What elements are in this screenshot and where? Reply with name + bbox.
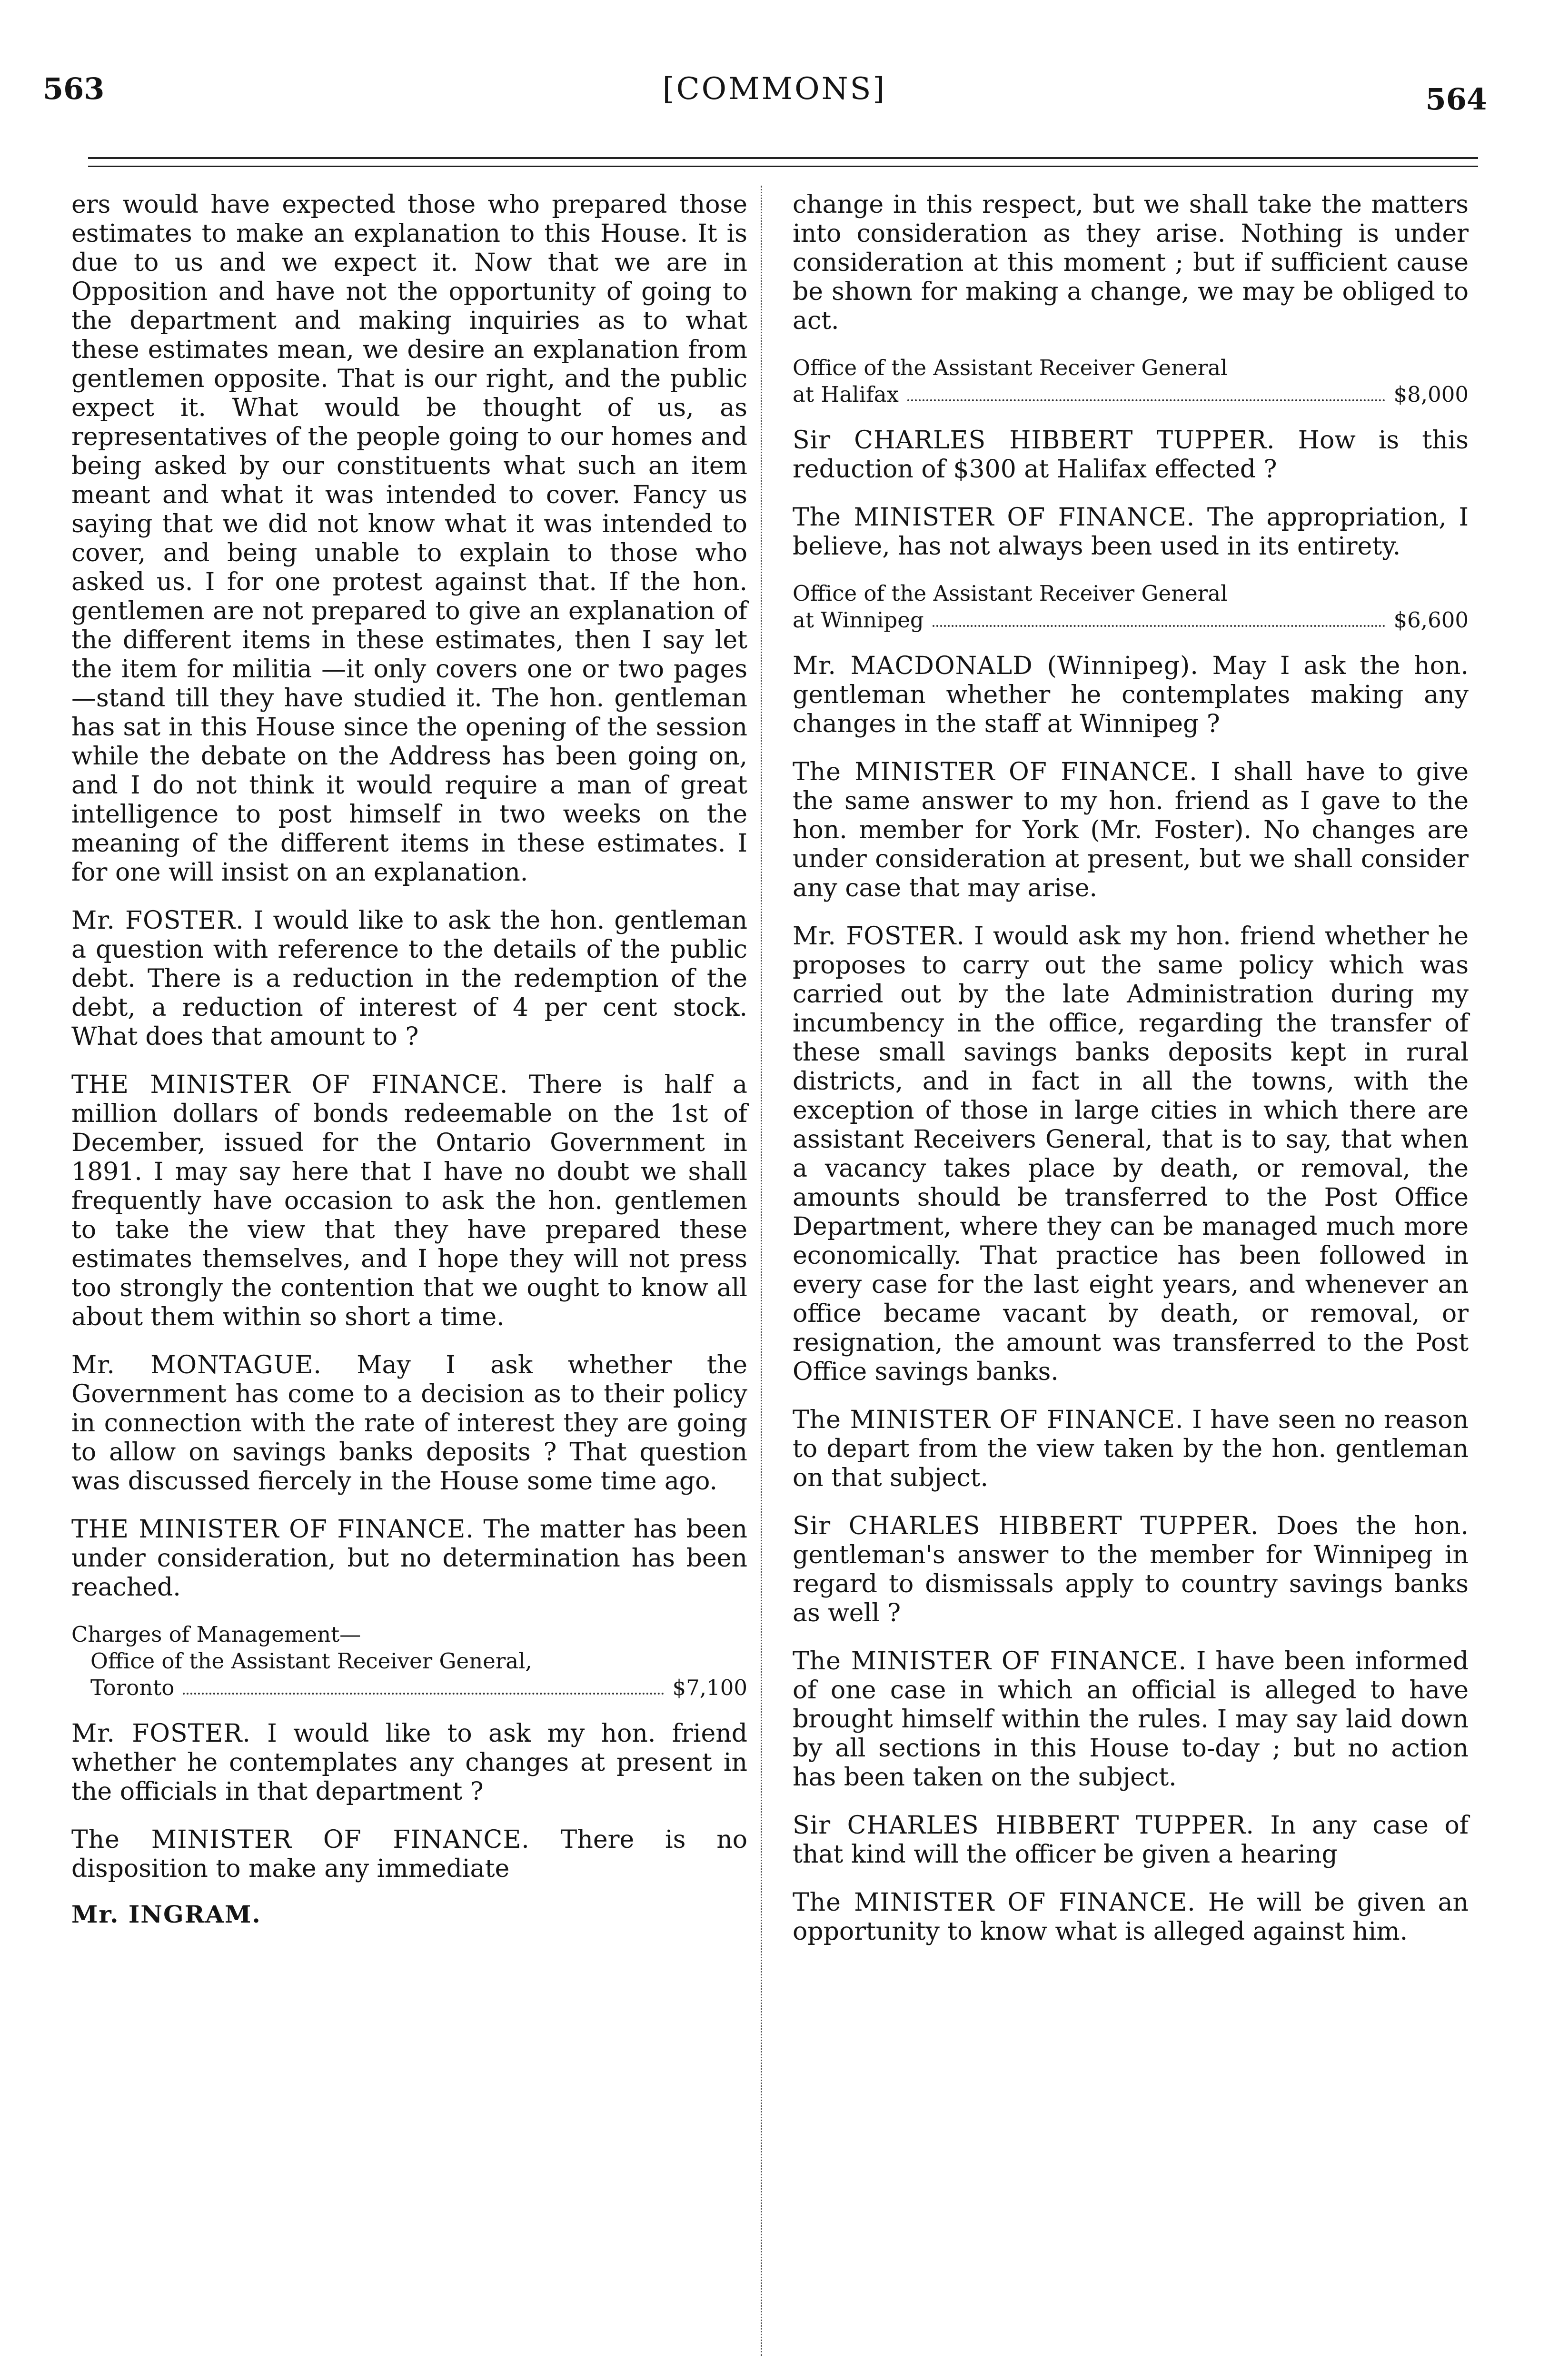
- speech-paragraph: [793, 652, 1469, 739]
- speech-paragraph: [71, 1719, 747, 1806]
- speaker-name: Mr. MONTAGUE.: [71, 1351, 322, 1379]
- speaker-name: Mr. FOSTER.: [71, 906, 244, 935]
- estimate-item-winnipeg: [793, 580, 1469, 634]
- item-location: at Halifax: [793, 382, 899, 407]
- speech-text: I have been informed of one case in which an official is alleged to have brought himself within the rules. I may say laid down by all sections in this House to-day ; but no action has been taken on the subject.: [793, 1647, 1469, 1792]
- speaker-name: The MINISTER OF FINANCE.: [793, 1406, 1184, 1434]
- speech-paragraph: [71, 1515, 747, 1602]
- item-line: [71, 1675, 747, 1701]
- speech-paragraph: [793, 1406, 1469, 1493]
- speech-text: There is half a million dollars of bonds redeemable on the 1st of December, issued for the Ontario Government in 1891. I may say here that I have no doubt we shall frequently have occasion to ask the hon. gentlemen to take the view that they have prepared these estimates themselves, and I hope they will not press too strongly the contention that we ought to know all about them within so short a time.: [71, 1071, 748, 1331]
- speech-text: ers would have expected those who prepared those estimates to make an explanation to this House. It is due to us and we expect it. Now that we are in Opposition and have not the opportunity of going to the department and making inquiries as to what these estimates mean, we desire an explanation from gentlemen opposite. That is our right, and the public expect it. What would be thought of us, as representatives of the people going to our homes and being asked by our constituents what such an item meant and what it was intended to cover. Fancy us saying that we did not know what it was intended to cover, and being unable to explain to those who asked us. I for one protest against that. If the hon. gentlemen are not prepared to give an explanation of the different items in these estimates, then I say let the item for militia —it only covers one or two pages—stand till they have studied it. The hon. gentleman has sat in this House since the opening of the session while the debate on the Address has been going on, and I do not think it would require a man of great intelligence to post himself in two weeks on the meaning of the different items in these estimates. I for one will insist on an explanation.: [71, 190, 747, 887]
- speech-paragraph: [71, 1825, 747, 1884]
- speech-text: Does the hon. gentleman's answer to the member for Winnipeg in regard to dismissals apply to country savings banks as well ?: [793, 1512, 1469, 1627]
- speech-paragraph: [793, 503, 1469, 561]
- speech-text: I shall have to give the same answer to my hon. friend as I gave to the hon. member for York (Mr. Foster). No changes are under consideration at present, but we shall consider any case that may arise.: [793, 758, 1469, 902]
- speech-text: There is no disposition to make any immediate: [71, 1825, 747, 1883]
- right-paragraphs-mid: [793, 426, 1469, 561]
- speaker-name: THE MINISTER OF FINANCE.: [71, 1515, 474, 1544]
- speaker-name: Sir CHARLES HIBBERT TUPPER.: [793, 1512, 1259, 1540]
- item-heading: Charges of Management—: [71, 1622, 361, 1647]
- speaker-name: Sir CHARLES HIBBERT TUPPER.: [793, 1811, 1254, 1840]
- right-paragraphs-bottom: [793, 652, 1469, 1946]
- speech-paragraph: [71, 1071, 747, 1332]
- speech-text: How is this reduction of $300 at Halifax effected ?: [793, 426, 1469, 484]
- right-paragraphs-top: [793, 190, 1469, 336]
- page-number-right: 564: [1425, 82, 1487, 117]
- speech-paragraph: [793, 922, 1469, 1387]
- speaker-name: Mr. MACDONALD (Winnipeg).: [793, 652, 1199, 680]
- speech-paragraph: [793, 758, 1469, 903]
- speech-paragraph: [71, 190, 747, 887]
- left-paragraphs-after: [71, 1719, 747, 1884]
- speaker-name: Mr. FOSTER.: [793, 922, 965, 951]
- dot-leader: [933, 607, 1385, 627]
- speech-paragraph: [793, 1811, 1469, 1869]
- dot-leader: [907, 381, 1385, 401]
- speech-text: May I ask whether the Government has come to a decision as to their policy in connection with the rate of interest they are going to allow on savings banks deposits ? That question was discussed fiercely in the House some time ago.: [71, 1351, 747, 1496]
- item-amount: $6,600: [1393, 607, 1469, 633]
- item-description: Office of the Assistant Receiver General: [793, 581, 1228, 606]
- speaker-name: The MINISTER OF FINANCE.: [71, 1825, 530, 1854]
- item-amount: $8,000: [1393, 382, 1469, 407]
- speech-text: The matter has been under consideration, but no determination has been reached.: [71, 1515, 748, 1602]
- item-line: [793, 381, 1469, 408]
- item-location: Toronto: [90, 1675, 175, 1700]
- speaker-name: Mr. FOSTER.: [71, 1719, 251, 1748]
- speaker-name: Sir CHARLES HIBBERT TUPPER.: [793, 426, 1275, 455]
- speaker-name: THE MINISTER OF FINANCE.: [71, 1071, 508, 1099]
- speaker-name: The MINISTER OF FINANCE.: [793, 503, 1195, 532]
- estimate-item-halifax: [793, 355, 1469, 408]
- item-location: at Winnipeg: [793, 607, 924, 633]
- dot-leader: [183, 1675, 664, 1695]
- speech-paragraph: [793, 1888, 1469, 1946]
- page-title: [COMMONS]: [662, 71, 887, 107]
- speech-paragraph: [793, 1512, 1469, 1628]
- left-paragraphs: [71, 190, 747, 1602]
- speaker-name: The MINISTER OF FINANCE.: [793, 1888, 1196, 1917]
- item-line: [793, 607, 1469, 634]
- item-amount: $7,100: [672, 1675, 747, 1700]
- page-header: [0, 0, 1549, 157]
- speech-text: In any case of that kind will the officer be given a hearing: [793, 1811, 1469, 1869]
- speech-paragraph: [793, 190, 1469, 336]
- estimate-item-toronto: [71, 1621, 747, 1701]
- speech-paragraph: [793, 1647, 1469, 1792]
- speech-paragraph: [71, 1351, 747, 1496]
- header-rule: [88, 157, 1478, 159]
- speaker-name: The MINISTER OF FINANCE.: [793, 1647, 1187, 1676]
- speech-text: The appropriation, I believe, has not always been used in its entirety.: [793, 503, 1469, 561]
- page-footer: Mr. INGRAM.: [71, 1900, 261, 1928]
- speech-text: May I ask the hon. gentleman whether he contemplates making any changes in the staff at Winnipeg ?: [793, 652, 1469, 738]
- speech-text: I have seen no reason to depart from the view taken by the hon. gentleman on that subject.: [793, 1406, 1469, 1492]
- speech-text: I would like to ask my hon. friend whether he contemplates any changes at present in the officials in that department ?: [71, 1719, 748, 1806]
- speech-paragraph: [793, 426, 1469, 484]
- speech-text: I would like to ask the hon. gentleman a question with reference to the details of the public debt. There is a reduction in the redemption of the debt, a reduction of interest of 4 per cent stock. What does that amount to ?: [71, 906, 748, 1051]
- speech-text: I would ask my hon. friend whether he proposes to carry out the same policy which was carried out by the late Administration during my incumbency in the office, regarding the transfer of these small savings banks deposits kept in rural districts, and in fact in all the towns, with the exception of those in large cities in which there are assistant Receivers General, that is to say, that when a vacancy takes place by death, or removal, the amounts should be transferred to the Post Office Department, where they can be managed much more economically. That practice has been followed in every case for the last eight years, and whenever an office became vacant by death, or removal, or resignation, the amount was transferred to the Post Office savings banks.: [793, 922, 1469, 1386]
- speaker-name: The MINISTER OF FINANCE.: [793, 758, 1198, 786]
- left-column: [71, 190, 747, 1929]
- header-rule-secondary: [88, 166, 1478, 167]
- column-divider: [761, 186, 762, 2356]
- item-description: Office of the Assistant Receiver General: [793, 355, 1228, 380]
- page-number-left: 563: [43, 71, 105, 106]
- speech-text: He will be given an opportunity to know what is alleged against him.: [793, 1888, 1469, 1946]
- item-description: Office of the Assistant Receiver General,: [90, 1648, 532, 1674]
- speech-text: change in this respect, but we shall take the matters into consideration as they arise. Nothing is under consideration at this moment ; but if sufficient cause be shown for making a change, we may be obliged to act.: [793, 190, 1469, 335]
- speech-paragraph: [71, 906, 747, 1051]
- right-column: [793, 190, 1469, 1965]
